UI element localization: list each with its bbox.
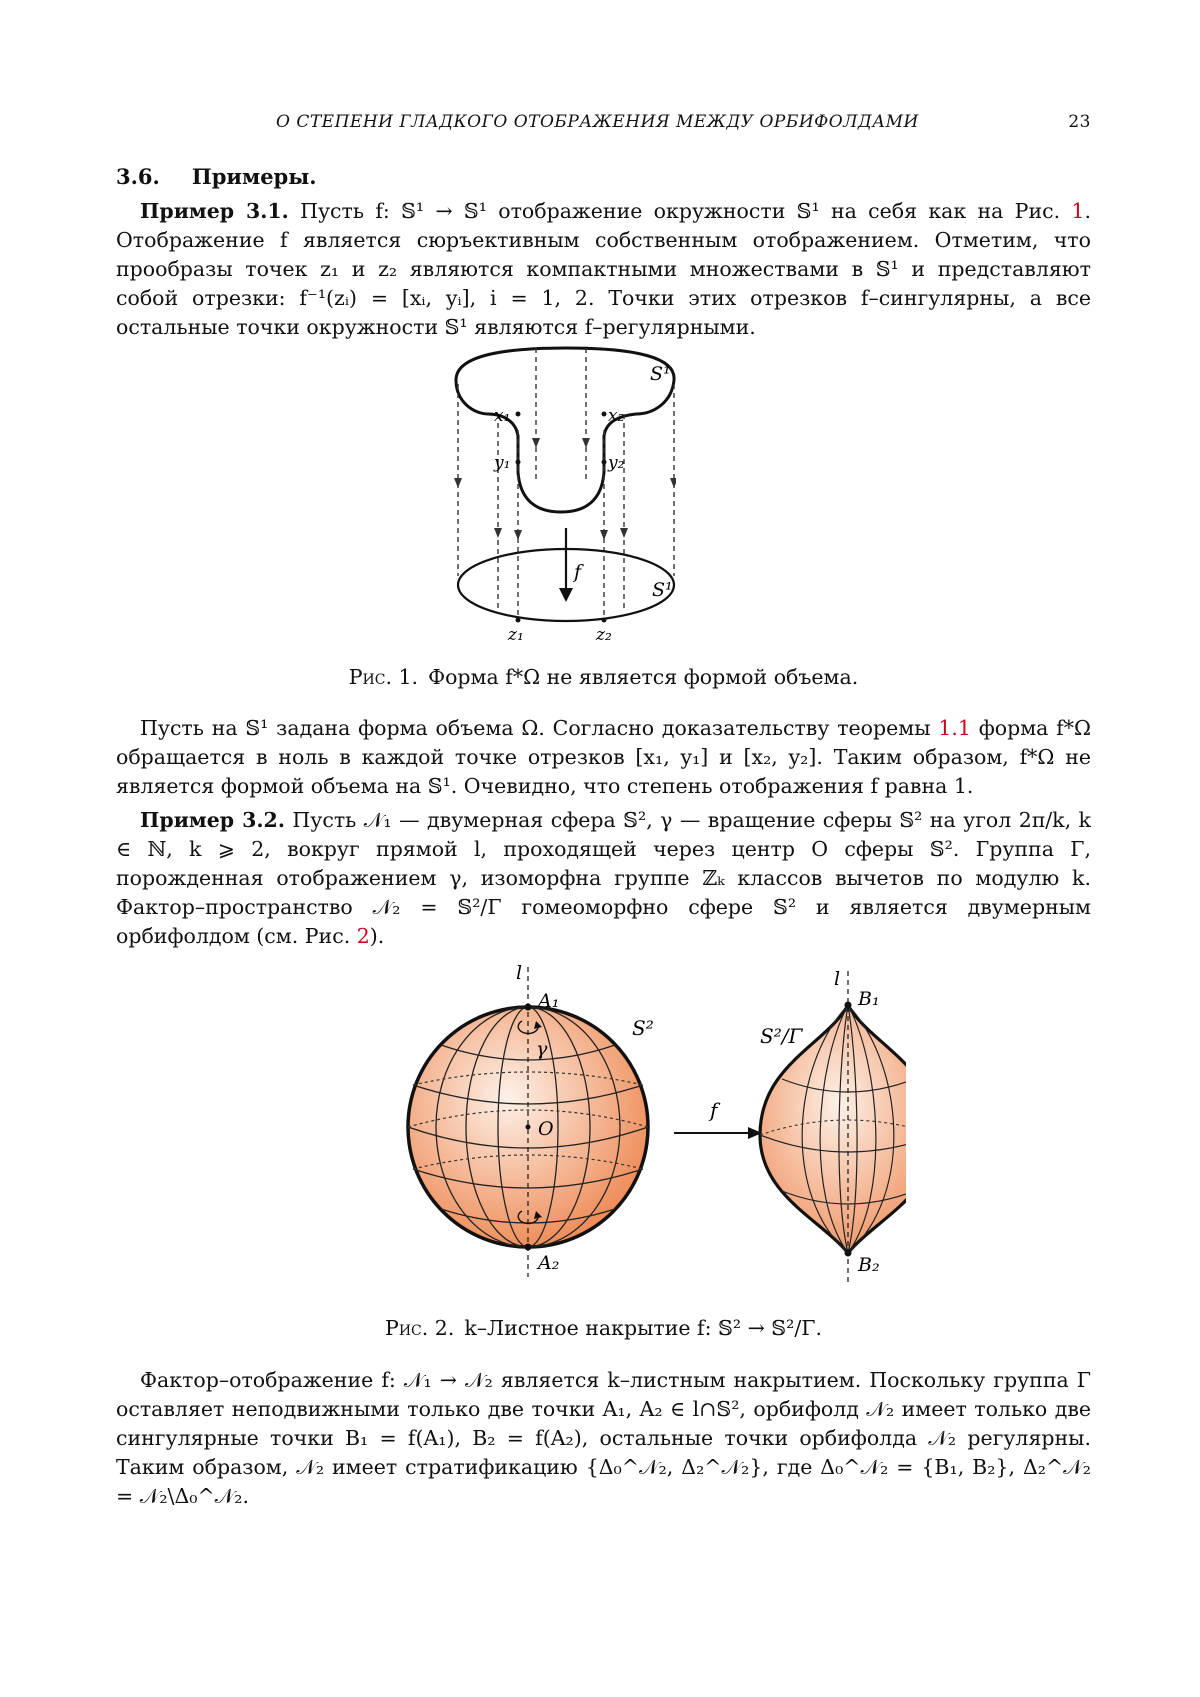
figure-1-label-y2: y₂ xyxy=(608,453,625,473)
section-heading xyxy=(116,164,317,189)
example-3-1-body: Отображение f является сюръективным собственным отображением. Отметим, что прообразы точек z₁ и z₂ являются компактными множествами в 𝕊¹ и представляют собой отрезки: f⁻¹(zᵢ) = [xᵢ, yᵢ], i = 1, 2. Точки этих отрезков f–сингулярны, а все остальные точки окружности 𝕊¹ являются f–регулярными. xyxy=(116,228,1091,339)
running-header xyxy=(116,112,1091,138)
figure-1-caption xyxy=(116,665,1091,689)
figure-2-label-O: O xyxy=(538,1118,554,1140)
figure-1-label-f: f xyxy=(574,561,582,583)
figure-2-label-B2: B₂ xyxy=(858,1254,880,1276)
example-3-2-label: Пример 3.2. xyxy=(140,808,285,832)
example-3-1-line1-end: . xyxy=(1084,199,1091,223)
figure-1-label-y1: y₁ xyxy=(494,453,511,473)
figure-1-ref[interactable]: 1 xyxy=(1071,199,1085,223)
example-3-1 xyxy=(116,197,1091,342)
figure-2-label-l-right: l xyxy=(834,968,841,990)
figure-1-label-s1-bottom: S¹ xyxy=(652,579,673,601)
example-3-2-end: ). xyxy=(369,924,385,948)
example-3-1-line1: Пусть f: 𝕊¹ → 𝕊¹ отображение окружности 𝕊¹ на себя как на Рис. xyxy=(288,199,1072,223)
figure-1-f-arrowhead xyxy=(559,588,573,602)
figure-2-caption-prefix: Рис. 2. xyxy=(385,1316,455,1340)
figure-1-label-x1: x₁ xyxy=(494,406,511,426)
lens-s2-gamma xyxy=(760,971,906,1285)
figure-1 xyxy=(446,340,676,685)
sphere-s2 xyxy=(408,967,648,1277)
example-3-2 xyxy=(116,806,1091,951)
figure-2-label-gamma: γ xyxy=(536,1038,548,1060)
paragraph-2-part2: форма f*Ω обращается в ноль в каждой точке отрезков [x₁, y₁] и [x₂, y₂]. Таким образом, f*Ω не является формой объема на 𝕊¹. Очевидно, что степень отображения f равна 1. xyxy=(116,716,1091,798)
figure-1-caption-text: Форма f*Ω не является формой объема. xyxy=(428,665,859,689)
section-number: 3.6. xyxy=(116,164,160,189)
running-title: О СТЕПЕНИ ГЛАДКОГО ОТОБРАЖЕНИЯ МЕЖДУ ОРБИФОЛДАМИ xyxy=(276,112,919,132)
figure-1-label-s1-top: S¹ xyxy=(650,363,671,385)
figure-2-label-quotient: S²/Γ xyxy=(760,1024,803,1048)
paragraph-3 xyxy=(116,1366,1091,1511)
figure-2-caption-text: k–Листное накрытие f: 𝕊² → 𝕊²/Γ. xyxy=(464,1316,822,1340)
paragraph-2 xyxy=(116,714,1091,801)
figure-2 xyxy=(286,955,906,1290)
section-title: Примеры. xyxy=(191,164,317,189)
theorem-1-1-ref[interactable]: 1.1 xyxy=(938,716,971,740)
figure-2-label-A2: A₂ xyxy=(538,1252,560,1274)
example-3-2-body: Пусть 𝒩₁ — двумерная сфера 𝕊², γ — вращение сферы 𝕊² на угол 2π/k, k ∈ ℕ, k ⩾ 2, вокруг прямой l, проходящей через центр O сферы 𝕊². Группа Γ, порожденная отображением γ, изоморфна группе ℤₖ классов вычетов по модулю k. Фактор–пространство 𝒩₂ = 𝕊²/Γ гомеоморфно сфере 𝕊² и является двумерным орбифолдом (см. Рис. xyxy=(116,808,1091,948)
figure-1-top-circle xyxy=(456,348,674,512)
figure-2-label-S2: S² xyxy=(632,1016,654,1040)
figure-2-ref[interactable]: 2 xyxy=(356,924,370,948)
figure-2-label-B1: B₁ xyxy=(858,988,880,1010)
figure-1-label-z2: z₂ xyxy=(596,625,612,645)
figure-1-label-z1: z₁ xyxy=(508,625,524,645)
figure-2-label-f: f xyxy=(710,1098,718,1122)
paragraph-3-text: Фактор–отображение f: 𝒩₁ → 𝒩₂ является k–листным накрытием. Поскольку группа Γ оставляет неподвижными только две точки A₁, A₂ ∈ l∩𝕊², орбифолд 𝒩₂ имеет только две сингулярные точки B₁ = f(A₁), B₂ = f(A₂), остальные точки орбифолда 𝒩₂ регулярны. Таким образом, 𝒩₂ имеет стратификацию {Δ₀^𝒩₂, Δ₂^𝒩₂}, где Δ₀^𝒩₂ = {B₁, B₂}, Δ₂^𝒩₂ = 𝒩₂\Δ₀^𝒩₂. xyxy=(116,1368,1091,1508)
figure-1-label-x2: x₂ xyxy=(608,406,625,426)
figure-1-caption-prefix: Рис. 1. xyxy=(348,665,419,689)
page-number: 23 xyxy=(1068,112,1091,132)
figure-2-label-A1: A₁ xyxy=(538,990,560,1012)
figure-2-caption xyxy=(116,1316,1091,1340)
figure-1-arrowheads xyxy=(454,438,676,540)
example-3-1-label: Пример 3.1. xyxy=(140,199,289,223)
figure-2-label-l-left: l xyxy=(516,962,523,984)
paragraph-2-part1: Пусть на 𝕊¹ задана форма объема Ω. Согласно доказательству теоремы xyxy=(140,716,939,740)
